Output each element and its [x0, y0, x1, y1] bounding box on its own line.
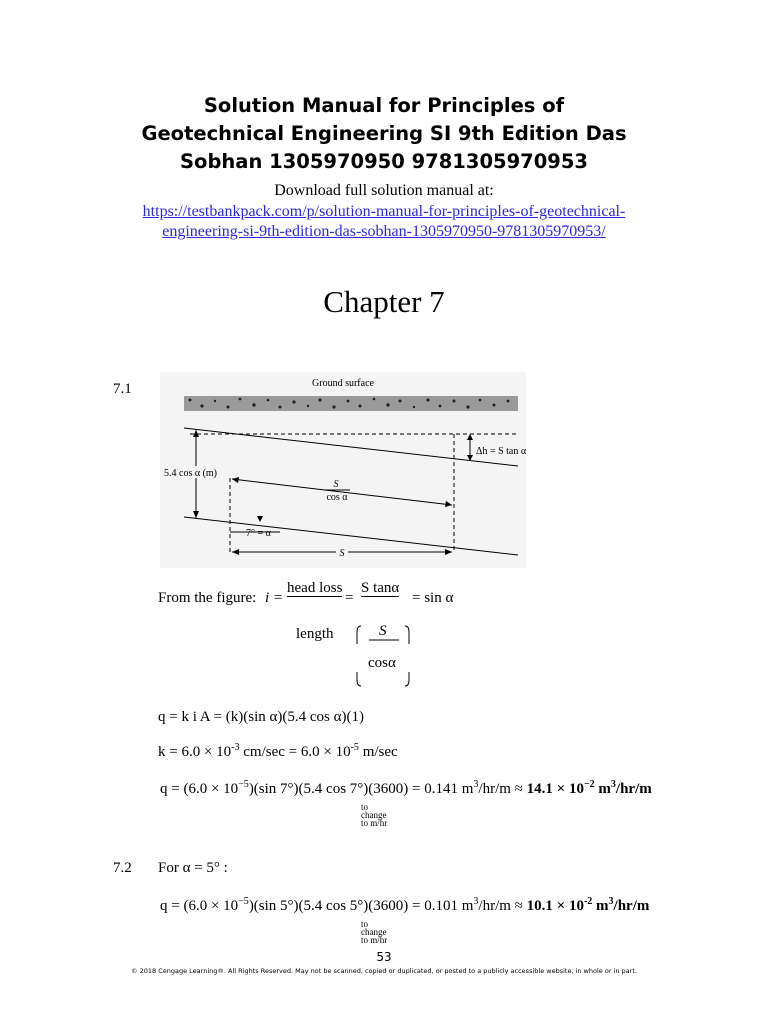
q2-result: $q = (6.0 \times 10^{-5})(\sin$ 5°)(5.4 cos 5°)(3600) = 0.101 $m^3/hr/m \approx 10.1 \times 10^{-2}$ $m^3/hr/m$ [160, 896, 650, 914]
chapter-heading: Chapter 7 [323, 284, 445, 319]
s-over-cos-top: S [379, 623, 387, 639]
title-line-3: Sobhan 1305970950 9781305970953 [180, 150, 588, 173]
cos-alpha-bottom: cosα [368, 655, 396, 671]
head-loss-numerator: head loss [287, 580, 343, 596]
q2-note: to change to m/hr [361, 919, 388, 945]
q-equation: q = k i A = (k)(sin α)(5.4 cos α)(1) [158, 709, 364, 725]
from-figure-text: From the figure: [158, 590, 257, 606]
title-line-1: Solution Manual for Principles of [203, 94, 565, 117]
page-number: 53 [376, 950, 392, 964]
seepage-figure [160, 372, 526, 568]
s-over-cos-numerator: S [333, 479, 339, 490]
download-link[interactable] [0, 202, 768, 242]
dh-label: Δh = S tan α [476, 446, 526, 457]
i-lhs: i = [265, 590, 284, 606]
ground-surface-label: Ground surface [312, 378, 374, 389]
copyright-footer: © 2018 Cengage Learning®. All Rights Reserved. May not be scanned, copied or duplicated, or posted to a publicly accessible website, in whole or in part. [131, 967, 637, 975]
download-link-line-1[interactable]: https://testbankpack.com/p/solution-manual-for-principles-of-geotechnical- [142, 203, 626, 220]
q1-result: $q = (6.0 \times 10^{-5})(\sin$ 7°)(5.4 cos 7°)(3600) = 0.141 $m^3/hr/m \approx 14.1 \times 10^{-2}$ $m^3/hr/m$ [160, 779, 652, 797]
s-label: S [339, 548, 345, 559]
problem-number-7-1: 7.1 [113, 381, 132, 397]
download-label: Download full solution manual at: [274, 182, 494, 199]
problem-number-7-2: 7.2 [113, 860, 132, 876]
download-link-line-2[interactable]: engineering-si-9th-edition-das-sobhan-1305970950-9781305970953/ [162, 223, 606, 240]
height-label: 5.4 cos α (m) [164, 468, 218, 479]
s-over-cos-denominator: cos α [326, 492, 348, 503]
equals-sign: = [345, 590, 354, 606]
length-denominator: length [296, 626, 334, 642]
for-alpha-text: For α = 5° : [158, 860, 228, 876]
ground-surface-band [184, 396, 518, 411]
q1-note: to change to m/hr [361, 802, 388, 828]
title-line-2: Geotechnical Engineering SI 9th Edition Das [141, 122, 627, 145]
sin-alpha-result: = sin α [412, 590, 454, 606]
angle-label: 7° = α [246, 528, 271, 539]
document-title [0, 92, 768, 176]
k-equation: $k = 6.0 \times 10^{-3}$ $cm/\sec = 6.0 \times 10^{-5}$ m/sec [158, 742, 398, 760]
s-tan-numerator: S tanα [361, 580, 400, 596]
